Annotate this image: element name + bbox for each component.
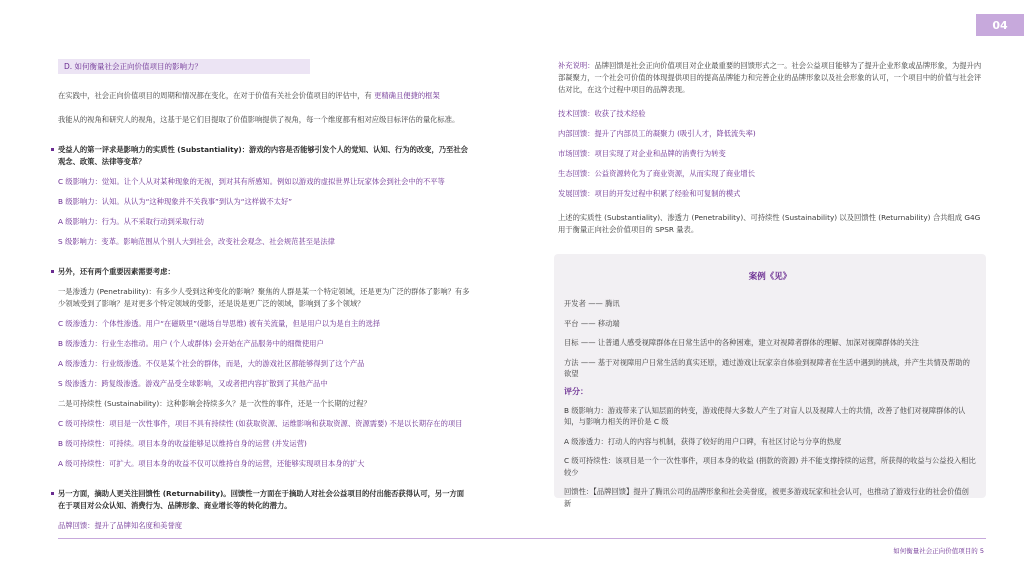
penetrability-paragraph: 一是渗透力 (Penetrability)：有多少人受到这种变化的影响？聚焦的人群是某一个特定领域，还是更为广泛的群体了影响？有多少领域受到了影响？是对更多个特定领域的受影，还是说是更广泛的领域，影响到了多个领域？: [58, 287, 470, 308]
penetrability-level-b: B 级渗透力：行业生态推动。用户 (个人或群体) 会开始在产品服务中的细微使用户: [58, 339, 324, 348]
return-item-market: 市场回馈：项目实现了对企业和品牌的消费行为转变: [558, 149, 726, 158]
intro-link-text: 更精确且便捷的框架: [374, 91, 440, 100]
sustainability-level-b: B 级可持续性：可持续。项目本身的收益能够足以维持自身的运营 (并发运营): [58, 439, 307, 448]
sustainability-level-a: A 级可持续性：可扩大。项目本身的收益不仅可以维持自身的运营，还能够实现项目本身的扩大: [58, 459, 365, 468]
case-goal: 目标 —— 让普通人感受视障群体在日常生活中的各种困难，建立对视障者群体的理解、加深对视障群体的关注: [564, 338, 919, 347]
case-platform: 平台 —— 移动端: [564, 318, 620, 328]
supplement-lead: 补充说明：: [558, 61, 595, 70]
case-method: 方法 —— 基于对视障用户日常生活的真实还原，通过游戏让玩家亲自体验到视障者在生活中遇到的挑战，并产生共情及帮助的欲望: [564, 357, 970, 378]
page-number-badge: 04: [976, 14, 1024, 36]
case-score-returnability: 回馈性：【品牌回馈】提升了腾讯公司的品牌形象和社会美誉度，被更多游戏玩家和社会认可，也推动了游戏行业的社会价值创新: [564, 487, 969, 508]
section-heading: D. 如何衡量社会正向价值项目的影响力？: [58, 59, 310, 74]
case-study-title: 案例《见》: [748, 272, 792, 282]
intro-paragraph-2: 我能从的视角和研究人的视角，这基于是它们目提取了价值影响提供了视角，每一个维度都有相对应级目标评估的量化标准。: [58, 115, 460, 124]
left-column: [58, 54, 470, 532]
sustainability-paragraph: 二是可持续性 (Sustainability)：这种影响会持续多久？是一次性的事件，还是一个长期的过程？: [58, 399, 371, 408]
other-factors-title: 另外，还有两个重要因素需要考虑：: [58, 266, 470, 278]
substantiality-title: 受益人的第一评求是影响力的实质性 (Substantiality)：游戏的内容是否能够引发个人的觉知、认知、行为的改变，乃至社会观念、政策、法律等变革？: [58, 144, 470, 168]
footer-divider: [58, 538, 986, 539]
substantiality-level-b: B 级影响力：认知。从认为“这种现象并不关我事”到认为“这样做不太好”: [58, 197, 293, 206]
return-item-tech: 技术回馈：收获了技术经验: [558, 109, 646, 118]
return-item-development: 发展回馈：项目的开发过程中积累了经验和可复制的模式: [558, 189, 741, 198]
substantiality-level-s: S 级影响力：变革。影响范围从个别人大到社会，改变社会观念、社会规范甚至是法律: [58, 237, 335, 246]
sustainability-level-c: C 级可持续性：项目是一次性事件，项目不具有持续性 (如获取资源、运维影响和获取资源、资源需要) 不是以长期存在的项目: [58, 419, 463, 428]
substantiality-level-c: C 级影响力：觉知。让个人从对某种现象的无视，到对其有所感知。例如以游戏的虚拟世界让玩家体会到社会中的不平等: [58, 177, 445, 186]
intro-paragraph: 在实践中，社会正向价值项目的周期和情况都在变化，在对于价值有关社会价值项目的评估中，有 更精确且便捷的框架: [58, 91, 440, 100]
footer-text: 如何衡量社会正向价值项目的 5: [893, 547, 984, 555]
brand-return-note: 品牌回馈：提升了品牌知名度和美誉度: [58, 521, 183, 530]
case-developer: 开发者 —— 腾讯: [564, 299, 620, 308]
returnability-title: 另一方面，摘助人更关注回馈性 (Returnability)。回馈性一方面在于摘助人对社会公益项目的付出能否获得认可，另一方面在于项目对公众认知、消费行为、品牌形象、商业增长等的转化的潜力。: [58, 488, 470, 512]
right-column: [558, 60, 986, 236]
substantiality-level-a: A 级影响力：行为。从不采取行动到采取行动: [58, 217, 204, 226]
return-item-ecosystem: 生态回馈：公益资源转化为了商业资源，从而实现了商业增长: [558, 169, 756, 178]
case-score-heading: 评分：: [564, 386, 588, 396]
spsr-summary-paragraph: 上述的实质性 (Substantiality)、渗透力 (Penetrability)、可持续性 (Sustainability) 以及回馈性 (Returnability) 合共组成 G4G 用于衡量正向社会价值项目的 SPSR 量表。: [558, 213, 981, 234]
penetrability-level-s: S 级渗透力：跨复级渗透。游戏产品受全球影响，又或者把内容扩散到了其他产品中: [58, 379, 328, 388]
case-score-penetration: A 级渗透力：打动人的内容与机制，获得了较好的用户口碑，有社区讨论与分享的热度: [564, 436, 842, 446]
case-score-sustainability: C 级可持续性：该项目是一个一次性事件，项目本身的收益 (捐款的资源) 并不能支撑持续的运营，所获得的收益与公益投入相比较少: [564, 456, 976, 477]
case-study-box: [554, 254, 986, 508]
supplement-paragraph: 补充说明：品牌回馈是社会正向价值项目对企业最重要的回馈形式之一。社会公益项目能够为了提升企业形象或品牌形象，为提升内部凝聚力，一个社会可价值的体现提供项目的提高品牌能力和完善企业的品牌形象以及社会形象的认可，一个项目中的价值与社会评估对比，在这个过程中项目的品牌表现。: [558, 61, 982, 94]
penetrability-level-c: C 级渗透力：个体性渗透。用户“在磁吸里”(磁场自导思维) 被有关流量，但是用户以为是自主的选择: [58, 319, 381, 328]
return-item-internal: 内部回馈：提升了内部员工的凝聚力 (吸引人才，降低流失率): [558, 129, 756, 138]
case-score-impact: B 级影响力：游戏带来了认知层面的转变，游戏使得大多数人产生了对盲人以及视障人士的共情，改善了他们对视障群体的认知，与影响力相关的评价是 C 级: [564, 405, 966, 426]
penetrability-level-a: A 级渗透力：行业级渗透。不仅是某个社会的群体，而是，大的游戏社区都能够得到了这个产品: [58, 359, 365, 368]
